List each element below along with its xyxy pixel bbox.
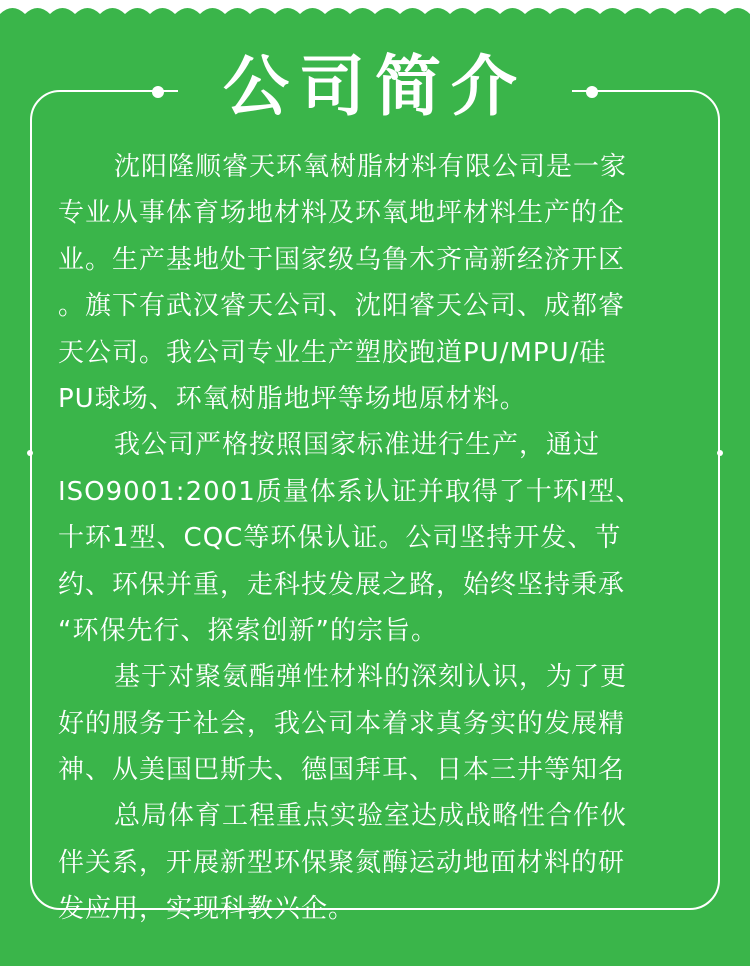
text-line: PU球场、环氧树脂地坪等场地原材料。 xyxy=(58,383,527,414)
text-line: 。旗下有武汉睿天公司、沈阳睿天公司、成都睿 xyxy=(58,291,626,322)
text-line: 业。生产基地处于国家级乌鲁木齐高新经济开区 xyxy=(58,244,626,275)
side-dot-right xyxy=(717,450,723,456)
text-line: 神、从美国巴斯夫、德国拜耳、日本三井等知名 xyxy=(58,755,626,786)
text-line: 基于对聚氨酯弹性材料的深刻认识，为了更 xyxy=(114,662,628,693)
text-line: 天公司。我公司专业生产塑胶跑道PU/MPU/硅 xyxy=(58,337,607,368)
text-line: 约、环保并重，走科技发展之路，始终坚持秉承 xyxy=(58,569,626,600)
side-dot-left xyxy=(27,450,33,456)
text-line: 发应用，实现科教兴企。 xyxy=(58,894,356,925)
text-line: ISO9001:2001质量体系认证并取得了十环I型、 xyxy=(58,476,643,507)
text-line: “环保先行、探索创新”的宗旨。 xyxy=(58,615,438,646)
text-line: 专业从事体育场地材料及环氧地坪材料生产的企 xyxy=(58,198,626,229)
page-title: 公司简介 xyxy=(223,48,527,125)
text-line: 伴关系，开展新型环保聚氮酶运动地面材料的研 xyxy=(58,847,626,878)
text-line: 我公司严格按照国家标准进行生产，通过 xyxy=(114,430,601,461)
text-line: 好的服务于社会，我公司本着求真务实的发展精 xyxy=(58,708,626,739)
text-line: 沈阳隆顺睿天环氧树脂材料有限公司是一家 xyxy=(114,152,628,182)
text-line: 总局体育工程重点实验室达成战略性合作伙 xyxy=(114,801,628,832)
company-intro-text xyxy=(58,144,698,933)
scalloped-top-border xyxy=(0,0,750,26)
text-line: 十环1型、CQC等环保认证。公司坚持开发、节 xyxy=(58,523,622,554)
